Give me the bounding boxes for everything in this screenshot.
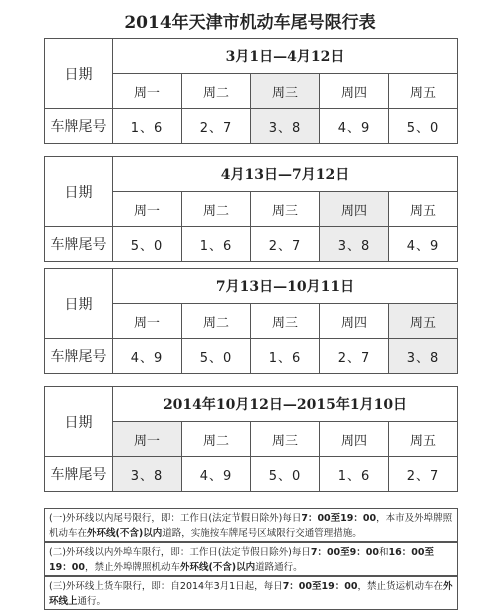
note-1-text: ，本市及外埠牌照机动车在 bbox=[49, 513, 453, 539]
weekday-cell: 周五 bbox=[389, 422, 458, 457]
weekday-cell: 周一 bbox=[113, 74, 182, 109]
weekday-cell-highlighted: 周四 bbox=[320, 192, 389, 227]
plate-cell: 2、7 bbox=[320, 339, 389, 374]
plate-cell: 5、0 bbox=[389, 109, 458, 144]
note-1 bbox=[44, 508, 458, 542]
plate-cell-highlighted: 3、8 bbox=[320, 227, 389, 262]
period-table-3 bbox=[44, 268, 458, 374]
weekday-cell: 周三 bbox=[251, 304, 320, 339]
note-2-text: 和 bbox=[379, 547, 389, 558]
weekday-cell: 周二 bbox=[182, 74, 251, 109]
weekday-cell: 周三 bbox=[251, 192, 320, 227]
plate-cell-highlighted: 3、8 bbox=[389, 339, 458, 374]
plate-cell: 2、7 bbox=[182, 109, 251, 144]
weekday-cell-highlighted: 周一 bbox=[113, 422, 182, 457]
plate-cell: 1、6 bbox=[113, 109, 182, 144]
date-label: 日期 bbox=[45, 157, 113, 227]
period-table-2 bbox=[44, 156, 458, 262]
plate-cell: 1、6 bbox=[182, 227, 251, 262]
plate-label: 车牌尾号 bbox=[45, 339, 113, 374]
period-table-1 bbox=[44, 38, 458, 144]
weekday-cell: 周一 bbox=[113, 192, 182, 227]
plate-cell: 5、0 bbox=[182, 339, 251, 374]
date-label: 日期 bbox=[45, 39, 113, 109]
date-range: 3月1日—4月12日 bbox=[113, 39, 458, 74]
weekday-cell: 周二 bbox=[182, 422, 251, 457]
period-table-4 bbox=[44, 386, 458, 492]
weekday-cell: 周二 bbox=[182, 192, 251, 227]
note-2-time: 7：00至9：00 bbox=[310, 547, 379, 558]
weekday-cell: 周二 bbox=[182, 304, 251, 339]
plate-cell-highlighted: 3、8 bbox=[251, 109, 320, 144]
plate-label: 车牌尾号 bbox=[45, 457, 113, 492]
plate-cell: 5、0 bbox=[113, 227, 182, 262]
weekday-cell: 周五 bbox=[389, 74, 458, 109]
note-2 bbox=[44, 542, 458, 576]
plate-cell: 1、6 bbox=[251, 339, 320, 374]
note-1-area: 外环线(不含)以内 bbox=[87, 528, 163, 539]
note-1-text: 道路，实施按车牌尾号区域限行交通管理措施。 bbox=[162, 528, 362, 539]
note-2-text: 道路通行。 bbox=[255, 562, 303, 573]
plate-cell: 1、6 bbox=[320, 457, 389, 492]
date-label: 日期 bbox=[45, 269, 113, 339]
weekday-cell: 周四 bbox=[320, 304, 389, 339]
page-title: 2014年天津市机动车尾号限行表 bbox=[124, 13, 376, 33]
plate-cell-highlighted: 3、8 bbox=[113, 457, 182, 492]
plate-cell: 2、7 bbox=[389, 457, 458, 492]
weekday-cell: 周四 bbox=[320, 74, 389, 109]
plate-label: 车牌尾号 bbox=[45, 109, 113, 144]
weekday-cell: 周一 bbox=[113, 304, 182, 339]
note-3-text: (三)外环线上货车限行，即：自2014年3月1日起，每日 bbox=[49, 581, 283, 592]
date-range: 2014年10月12日—2015年1月10日 bbox=[113, 387, 458, 422]
note-2-area: 外环线(不含)以内 bbox=[179, 562, 256, 573]
note-3-time: 7：00至19：00 bbox=[282, 581, 358, 592]
date-range: 4月13日—7月12日 bbox=[113, 157, 458, 192]
date-label: 日期 bbox=[45, 387, 113, 457]
weekday-cell: 周四 bbox=[320, 422, 389, 457]
note-3-text: 通行。 bbox=[77, 596, 107, 607]
weekday-cell-highlighted: 周三 bbox=[251, 74, 320, 109]
plate-cell: 2、7 bbox=[251, 227, 320, 262]
note-3 bbox=[44, 576, 458, 610]
plate-cell: 4、9 bbox=[320, 109, 389, 144]
plate-cell: 4、9 bbox=[389, 227, 458, 262]
note-2-time: 16：00至19：00 bbox=[49, 547, 434, 573]
plate-label: 车牌尾号 bbox=[45, 227, 113, 262]
date-range: 7月13日—10月11日 bbox=[113, 269, 458, 304]
plate-cell: 4、9 bbox=[113, 339, 182, 374]
note-2-text: ，禁止外埠牌照机动车 bbox=[84, 562, 180, 573]
weekday-cell: 周三 bbox=[251, 422, 320, 457]
weekday-cell-highlighted: 周五 bbox=[389, 304, 458, 339]
note-3-area: 外环线上 bbox=[49, 581, 453, 607]
weekday-cell: 周五 bbox=[389, 192, 458, 227]
plate-cell: 4、9 bbox=[182, 457, 251, 492]
plate-cell: 5、0 bbox=[251, 457, 320, 492]
note-1-time: 7：00至19：00 bbox=[301, 513, 377, 524]
note-2-text: (二)外环线以内外埠车限行，即：工作日(法定节假日除外)每日 bbox=[49, 547, 311, 558]
note-3-text: ，禁止货运机动车在 bbox=[357, 581, 443, 592]
note-1-text: (一)外环线以内尾号限行，即：工作日(法定节假日除外)每日 bbox=[49, 513, 302, 524]
